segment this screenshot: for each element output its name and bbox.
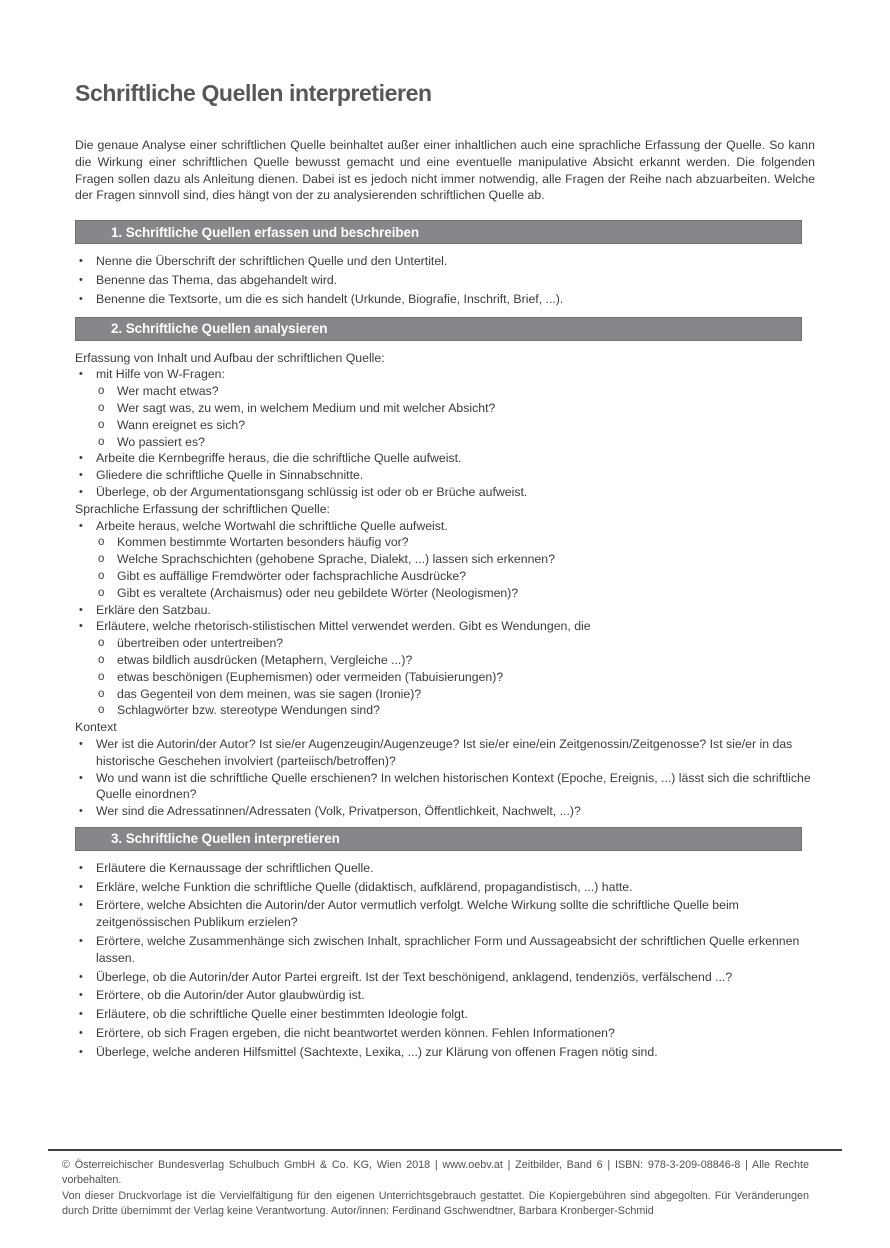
section-heading-2: 2. Schriftliche Quellen analysieren [75, 317, 802, 341]
item-text: Gibt es auffällige Fremdwörter oder fachsprachliche Ausdrücke? [117, 568, 467, 583]
section-2 [75, 317, 815, 827]
sub-bullet-item [75, 669, 815, 686]
bullet-item [75, 933, 815, 967]
bullet-item [75, 987, 815, 1004]
bullet-marker: • [79, 970, 83, 983]
bullet-marker: • [79, 1027, 83, 1040]
item-text: Erläutere die Kernaussage der schriftlichen Quelle. [96, 860, 374, 875]
section-heading-1: 1. Schriftliche Quellen erfassen und beschreiben [75, 220, 802, 244]
item-text: etwas bildlich ausdrücken (Metaphern, Vergleiche ...)? [117, 652, 413, 667]
sub-bullet-marker: o [98, 435, 105, 448]
sub-bullet-item [75, 686, 815, 703]
sub-bullet-marker: o [98, 536, 105, 549]
sub-bullet-marker: o [98, 385, 105, 398]
item-text: Erörtere, ob sich Fragen ergeben, die nicht beantwortet werden können. Fehlen Informationen? [96, 1026, 615, 1041]
item-text: Überlege, ob die Autorin/der Autor Partei ergreift. Ist der Text beschönigend, anklagend, tendenziös, verfälschend ...? [96, 969, 733, 984]
page-title: Schriftliche Quellen interpretieren [75, 80, 432, 106]
bullet-item [75, 1025, 815, 1042]
lead-in-text [75, 501, 815, 518]
bullet-item [75, 1006, 815, 1023]
sub-bullet-marker: o [98, 687, 105, 700]
footer-divider [48, 1149, 842, 1151]
item-text: Kommen bestimmte Wortarten besonders häufig vor? [117, 535, 409, 550]
lead-in-text [75, 350, 815, 367]
bullet-marker: • [79, 1045, 83, 1058]
sub-bullet-item [75, 400, 815, 417]
bullet-item [75, 736, 815, 770]
intro-paragraph: Die genaue Analyse einer schriftlichen Quelle beinhaltet außer einer inhaltlichen auch eine sprachliche Erfassung der Quelle. So kann die Wirkung einer schriftlichen Quelle bewusst gemacht und eine eventuelle manipulative Absicht erkannt werden. Die folgenden Fragen sollen dazu als Anleitung dienen. Dabei ist es jedoch nicht immer notwendig, alle Fragen der Reihe nach abzuarbeiten. Welche der Fragen sinnvoll sind, dies hängt von der zu analysierenden schriftlichen Quelle ab. [75, 138, 815, 203]
item-text: das Gegenteil von dem meinen, was sie sagen (Ironie)? [117, 686, 422, 701]
footer-line-2: Von dieser Druckvorlage ist die Vervielfältigung für den eigenen Unterrichtsgebrauch gestattet. Die Kopiergebühren sind abgegolten. Für Veränderungen durch Dritte übernimmt der Verlag keine Verantwortung. Autor/innen: Ferdinand Gschwendtner, Barbara Kronberger-Schmid [62, 1189, 809, 1217]
sub-bullet-item [75, 635, 815, 652]
bullet-marker: • [79, 620, 83, 633]
item-text: Arbeite heraus, welche Wortwahl die schriftliche Quelle aufweist. [96, 518, 448, 533]
bullet-marker: • [79, 1008, 83, 1021]
footer-line-1: © Österreichischer Bundesverlag Schulbuch GmbH & Co. KG, Wien 2018 | www.oebv.at | Zeitbilder, Band 6 | ISBN: 978-3-209-08846-8 | Alle Rechte vorbehalten. [62, 1159, 809, 1187]
item-text: Erfassung von Inhalt und Aufbau der schriftlichen Quelle: [75, 350, 385, 365]
bullet-marker: • [79, 469, 83, 482]
sub-bullet-item [75, 585, 815, 602]
item-text: Benenne die Textsorte, um die es sich handelt (Urkunde, Biografie, Inschrift, Brief, ...). [96, 291, 564, 306]
bullet-marker: • [79, 273, 83, 286]
bullet-marker: • [79, 737, 83, 750]
item-text: Welche Sprachschichten (gehobene Sprache, Dialekt, ...) lassen sich erkennen? [117, 552, 555, 567]
bullet-item [75, 253, 815, 270]
item-text: Erläutere, ob die schriftliche Quelle einer bestimmten Ideologie folgt. [96, 1007, 468, 1022]
bullet-item [75, 602, 815, 619]
item-text: Benenne das Thema, das abgehandelt wird. [96, 272, 338, 287]
item-text: Nenne die Überschrift der schriftlichen Quelle und den Untertitel. [96, 254, 448, 269]
content-column [75, 0, 815, 1070]
page-footer [48, 1149, 842, 1219]
item-text: Arbeite die Kernbegriffe heraus, die die schriftliche Quelle aufweist. [96, 451, 462, 466]
sub-bullet-item [75, 568, 815, 585]
item-text: Wer sind die Adressatinnen/Adressaten (Volk, Privatperson, Öffentlichkeit, Nachwelt, ...)? [96, 804, 581, 819]
bullet-marker: • [79, 935, 83, 948]
bullet-marker: • [79, 368, 83, 381]
item-text: Gibt es veraltete (Archaismus) oder neu gebildete Wörter (Neologismen)? [117, 585, 519, 600]
bullet-marker: • [79, 989, 83, 1002]
item-text: mit Hilfe von W-Fragen: [96, 367, 225, 382]
bullet-item [75, 860, 815, 877]
item-text: Überlege, ob der Argumentationsgang schlüssig ist oder ob er Brüche aufweist. [96, 484, 528, 499]
sub-bullet-item [75, 702, 815, 719]
lead-in-text [75, 719, 815, 736]
sub-bullet-marker: o [98, 569, 105, 582]
section-heading-3: 3. Schriftliche Quellen interpretieren [75, 827, 802, 851]
item-text: Erörtere, ob die Autorin/der Autor glaubwürdig ist. [96, 988, 365, 1003]
sections-container [75, 220, 815, 1069]
item-text: Gliedere die schriftliche Quelle in Sinnabschnitte. [96, 468, 364, 483]
section-body-3 [75, 851, 815, 1070]
item-text: Erkläre, welche Funktion die schriftliche Quelle (didaktisch, aufklärend, propagandistisch, ...) hatte. [96, 879, 633, 894]
bullet-marker: • [79, 880, 83, 893]
bullet-item [75, 467, 815, 484]
item-text: Erörtere, welche Zusammenhänge sich zwischen Inhalt, sprachlicher Form und Aussageabsicht der schriftlichen Quelle erkennen lassen. [96, 934, 800, 965]
bullet-marker: • [79, 255, 83, 268]
bullet-marker: • [79, 452, 83, 465]
sub-bullet-marker: o [98, 586, 105, 599]
bullet-marker: • [79, 805, 83, 818]
section-body-2 [75, 341, 815, 827]
sub-bullet-marker: o [98, 418, 105, 431]
item-text: Wer ist die Autorin/der Autor? Ist sie/er Augenzeugin/Augenzeuge? Ist sie/er eine/ein Zeitgenossin/Zeitgenosse? Ist sie/er in das historische Geschehen involviert (parteiisch/betroffen)? [96, 736, 793, 768]
bullet-item [75, 272, 815, 289]
sub-bullet-item [75, 551, 815, 568]
bullet-marker: • [79, 771, 83, 784]
bullet-item [75, 897, 815, 931]
sub-bullet-item [75, 652, 815, 669]
item-text: Überlege, welche anderen Hilfsmittel (Sachtexte, Lexika, ...) zur Klärung von offenen Fragen nötig sind. [96, 1044, 658, 1059]
sub-bullet-item [75, 383, 815, 400]
section-1 [75, 220, 815, 316]
item-text: Sprachliche Erfassung der schriftlichen Quelle: [75, 501, 330, 516]
item-text: Wo und wann ist die schriftliche Quelle erschienen? In welchen historischen Kontext (Epoche, Ereignis, ...) lässt sich die schriftliche Quelle einordnen? [96, 770, 811, 802]
footer-copyright [48, 1158, 842, 1219]
item-text: übertreiben oder untertreiben? [117, 636, 284, 651]
item-text: Wann ereignet es sich? [117, 417, 246, 432]
bullet-marker: • [79, 292, 83, 305]
sub-bullet-marker: o [98, 670, 105, 683]
sub-bullet-marker: o [98, 704, 105, 717]
bullet-item [75, 618, 815, 635]
bullet-item [75, 1044, 815, 1061]
bullet-marker: • [79, 485, 83, 498]
bullet-item [75, 450, 815, 467]
sub-bullet-marker: o [98, 653, 105, 666]
item-text: Wer sagt was, zu wem, in welchem Medium und mit welcher Absicht? [117, 400, 496, 415]
bullet-item [75, 803, 815, 820]
sub-bullet-item [75, 417, 815, 434]
sub-bullet-marker: o [98, 637, 105, 650]
item-text: etwas beschönigen (Euphemismen) oder vermeiden (Tabuisierungen)? [117, 669, 504, 684]
bullet-marker: • [79, 519, 83, 532]
section-body-1 [75, 244, 815, 316]
item-text: Erörtere, welche Absichten die Autorin/der Autor vermutlich verfolgt. Welche Wirkung sollte die schriftliche Quelle beim zeitgenössischen Publikum erzielen? [96, 898, 739, 930]
item-text: Erkläre den Satzbau. [96, 602, 211, 617]
item-text: Wer macht etwas? [117, 384, 219, 399]
bullet-item [75, 879, 815, 896]
sub-bullet-item [75, 434, 815, 451]
item-text: Erläutere, welche rhetorisch-stilistischen Mittel verwendet werden. Gibt es Wendungen, die [96, 619, 591, 634]
item-text: Wo passiert es? [117, 434, 205, 449]
bullet-item [75, 969, 815, 986]
section-3 [75, 827, 815, 1070]
sub-bullet-marker: o [98, 553, 105, 566]
bullet-item [75, 518, 815, 535]
sub-bullet-item [75, 534, 815, 551]
bullet-item [75, 366, 815, 383]
bullet-marker: • [79, 861, 83, 874]
bullet-marker: • [79, 603, 83, 616]
sub-bullet-marker: o [98, 401, 105, 414]
item-text: Kontext [75, 720, 117, 735]
item-text: Schlagwörter bzw. stereotype Wendungen sind? [117, 703, 380, 718]
bullet-marker: • [79, 899, 83, 912]
bullet-item [75, 770, 815, 804]
bullet-item [75, 484, 815, 501]
bullet-item [75, 291, 815, 308]
